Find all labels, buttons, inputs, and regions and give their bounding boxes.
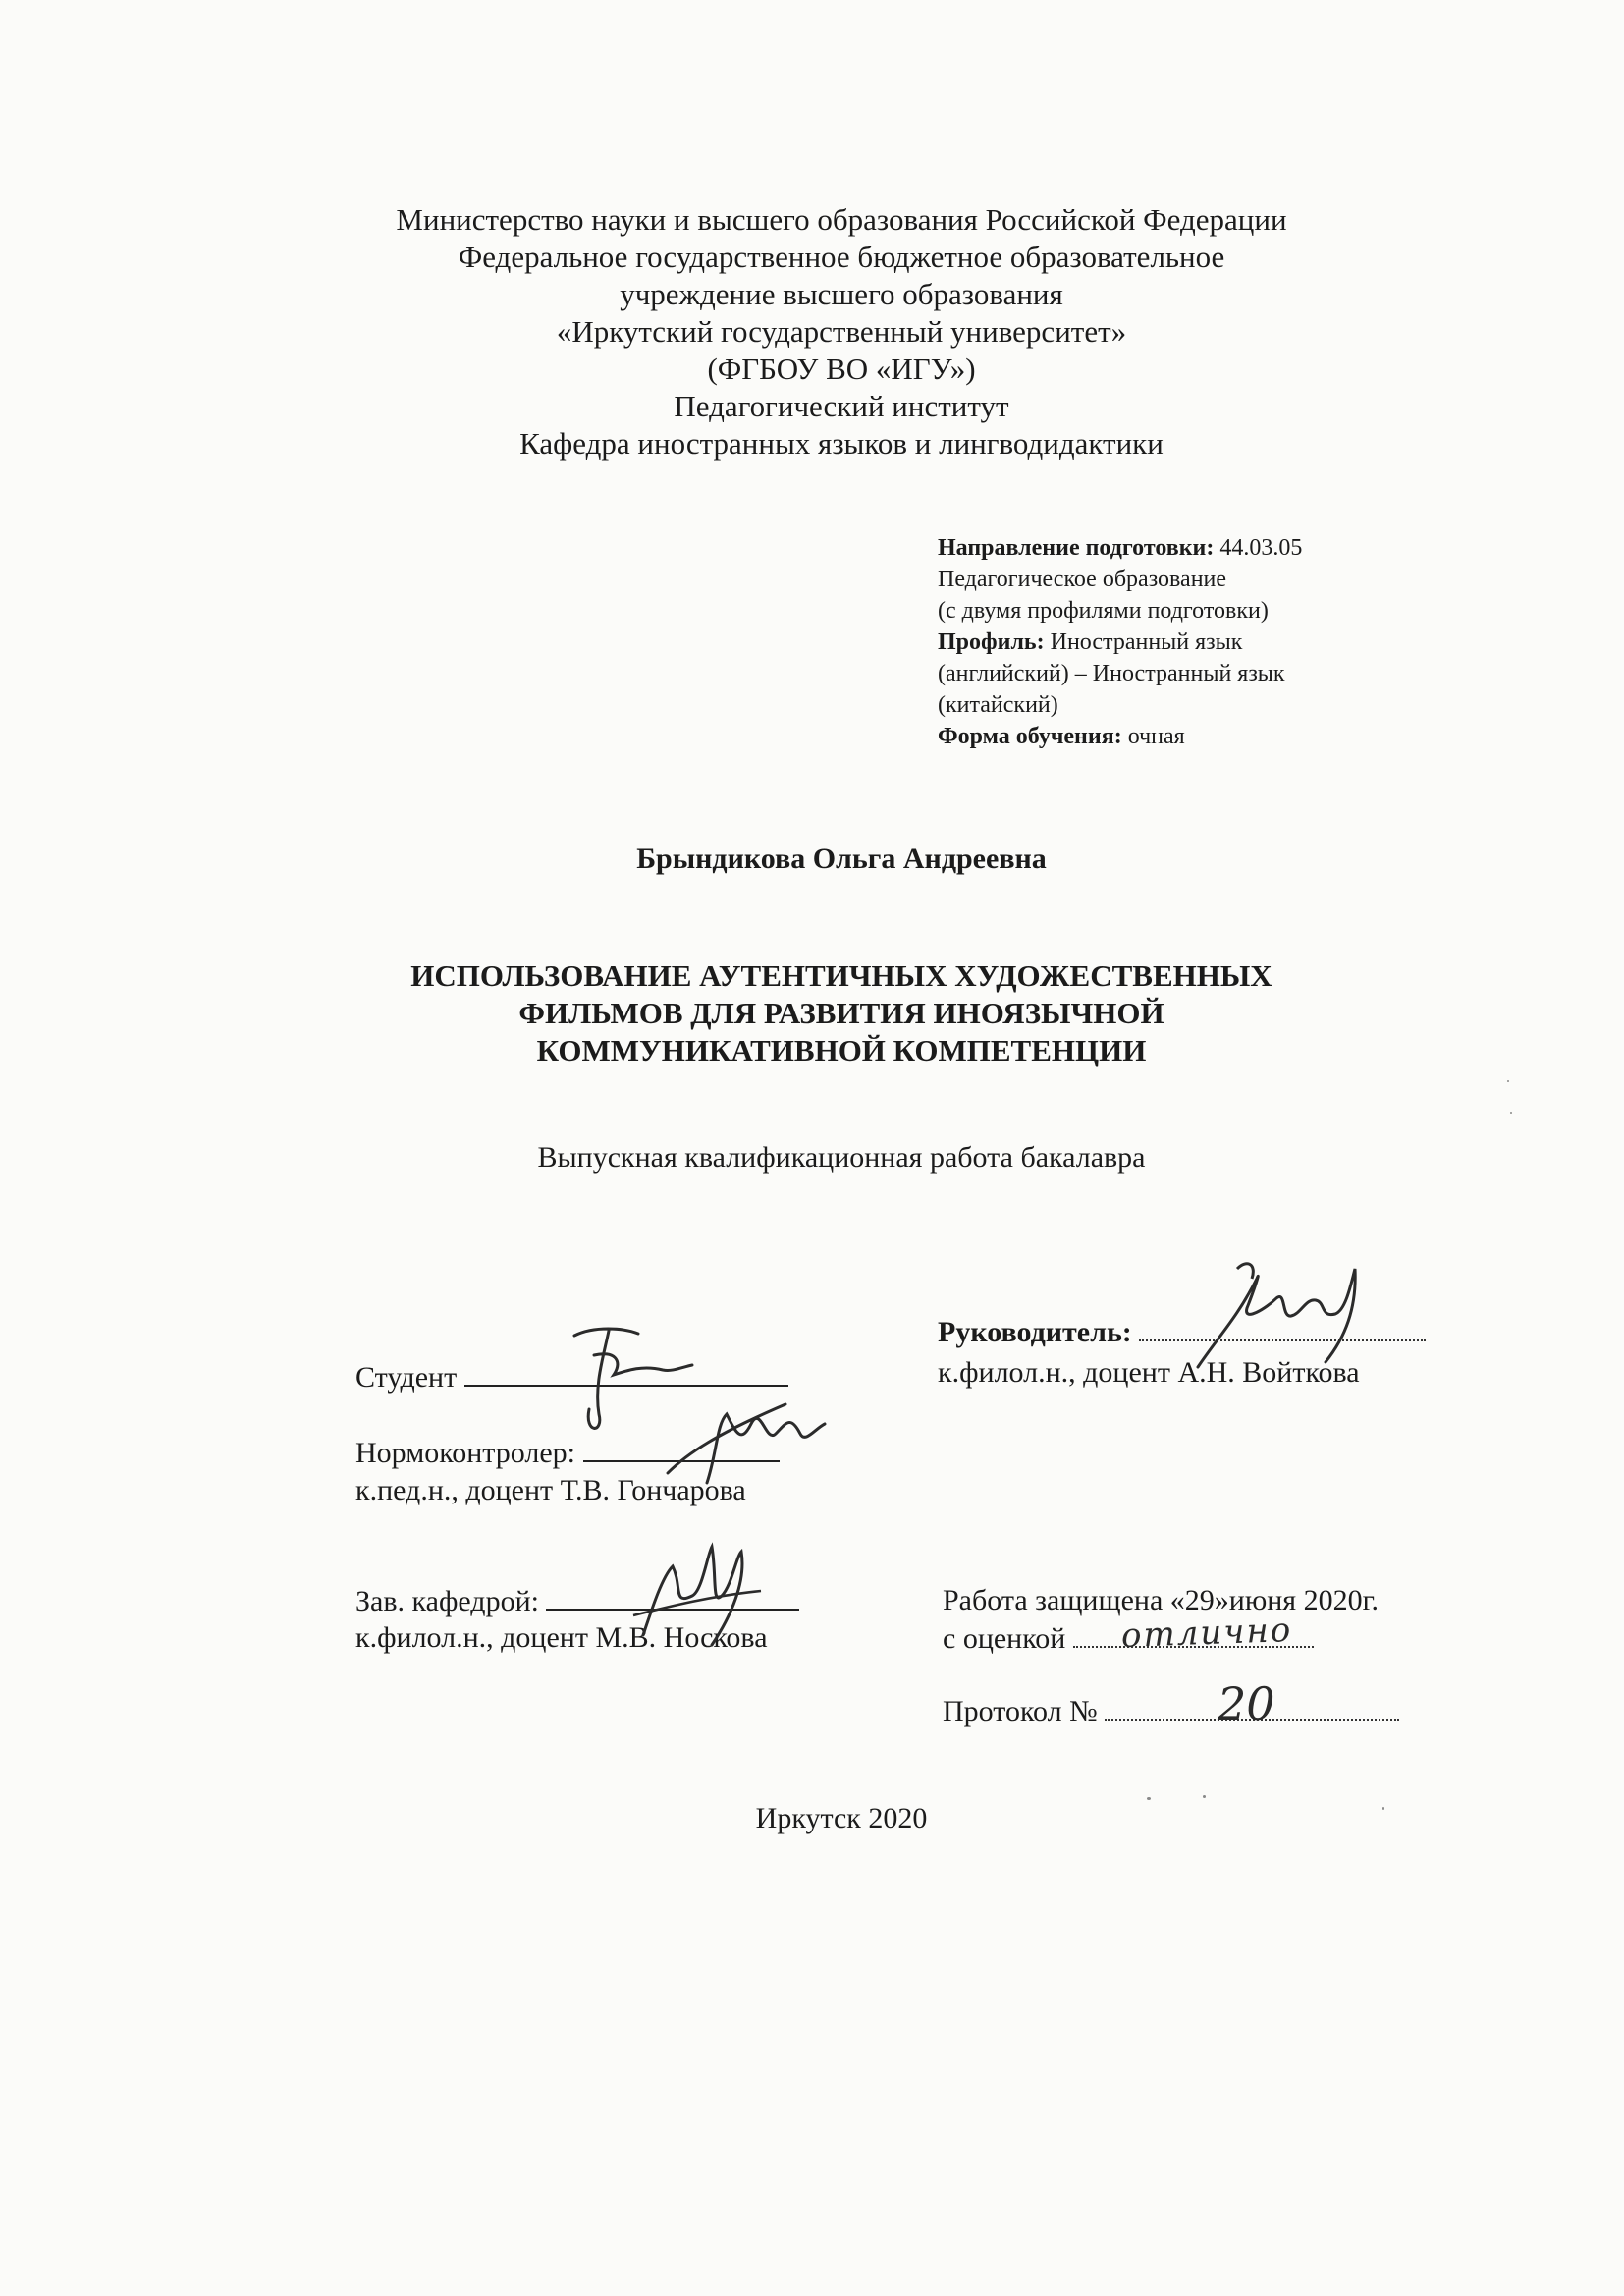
university-name: «Иркутский государственный университет» [556, 314, 1127, 349]
direction-line [938, 532, 1488, 564]
normcontrol-label: Нормоконтролер: [355, 1437, 576, 1469]
institution-line: Федеральное государственное бюджетное образовательное [458, 240, 1225, 274]
protocol-number-handwritten: 20 [1218, 1677, 1275, 1730]
author-name: Брындикова Ольга Андреевна [636, 843, 1047, 875]
title-line: ИСПОЛЬЗОВАНИЕ АУТЕНТИЧНЫХ ХУДОЖЕСТВЕННЫХ [410, 958, 1272, 993]
thesis-title [0, 957, 1624, 1069]
scan-speck [1147, 1797, 1151, 1800]
ministry-line: Министерство науки и высшего образования Российской Федерации [396, 202, 1287, 237]
study-form-label: Форма обучения: [938, 724, 1122, 749]
profile-value-cont: (китайский) [938, 692, 1058, 718]
scan-speck [1382, 1807, 1384, 1810]
head-signature [614, 1537, 800, 1655]
direction-label: Направление подготовки: [938, 535, 1215, 561]
normcontrol-name: к.пед.н., доцент Т.В. Гончарова [355, 1474, 746, 1506]
normcontrol-signature [658, 1375, 844, 1493]
direction-name-note: (с двумя профилями подготовки) [938, 598, 1269, 624]
defense-date: Работа защищена «29»июня 2020г. [943, 1584, 1380, 1616]
title-line: ФИЛЬМОВ ДЛЯ РАЗВИТИЯ ИНОЯЗЫЧНОЙ [518, 996, 1164, 1030]
grade-label: с оценкой [943, 1622, 1066, 1655]
head-name: к.филол.н., доцент М.В. Носкова [355, 1621, 768, 1654]
grade-handwritten: отлично [1120, 1610, 1293, 1657]
scan-speck [1510, 1112, 1512, 1114]
department-name: Кафедра иностранных языков и лингводидактики [519, 426, 1164, 461]
profile-label: Профиль: [938, 629, 1045, 655]
direction-name: Педагогическое образование [938, 567, 1227, 592]
study-form-line [938, 721, 1488, 752]
protocol-label: Протокол № [943, 1695, 1098, 1727]
supervisor-signature [1178, 1249, 1404, 1377]
head-label: Зав. кафедрой: [355, 1585, 539, 1617]
city-year: Иркутск 2020 [755, 1802, 928, 1834]
institution-line: учреждение высшего образования [620, 277, 1063, 311]
direction-code: 44.03.05 [1214, 535, 1303, 561]
scan-speck [1203, 1795, 1206, 1798]
institute-name: Педагогический институт [674, 389, 1009, 423]
program-info [938, 532, 1488, 752]
profile-value: Иностранный язык [1044, 629, 1243, 655]
student-label: Студент [355, 1361, 458, 1394]
title-line: КОММУНИКАТИВНОЙ КОМПЕТЕНЦИИ [536, 1033, 1147, 1067]
profile-line [938, 627, 1488, 658]
supervisor-label: Руководитель: [938, 1316, 1132, 1348]
work-type: Выпускная квалификационная работа бакалавра [537, 1141, 1146, 1174]
supervisor-name: к.филол.н., доцент А.Н. Войткова [938, 1356, 1360, 1389]
protocol-line [943, 1693, 1399, 1729]
university-abbr: (ФГБОУ ВО «ИГУ») [707, 352, 976, 386]
study-form-value: очная [1121, 724, 1185, 749]
profile-value-cont: (английский) – Иностранный язык [938, 661, 1285, 686]
institution-header [0, 201, 1624, 463]
scan-speck [1507, 1080, 1509, 1082]
